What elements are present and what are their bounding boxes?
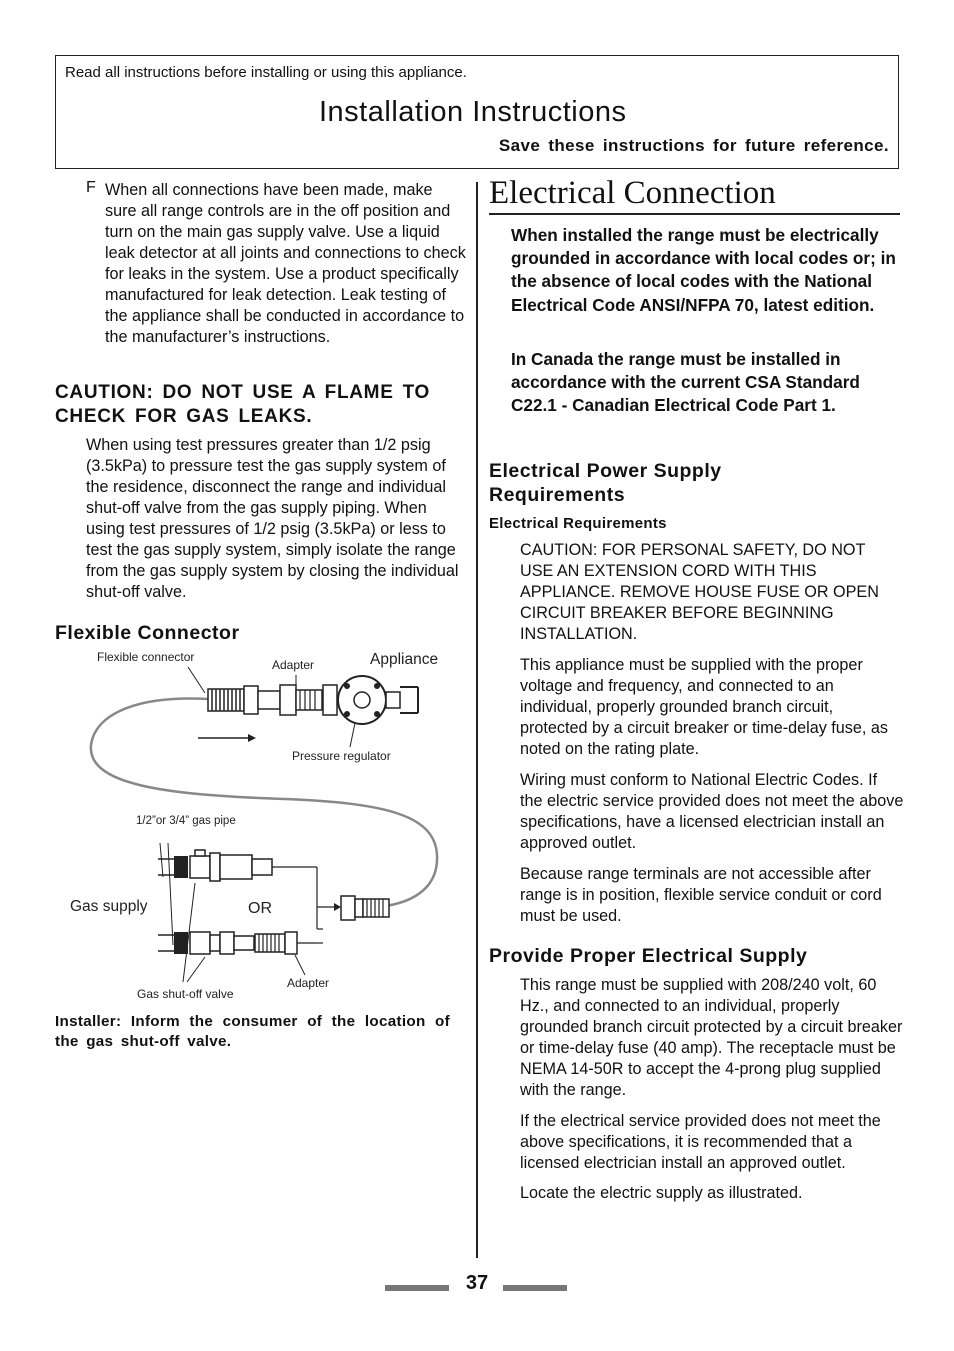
provide-para-2: If the electrical service provided does not meet the above specifications, it is recommended that a licensed electrician install an approved outlet. [520,1112,881,1172]
save-notice: Save these instructions for future reference. [498,136,889,155]
provide-para-1: This range must be supplied with 208/240 volt, 60 Hz., and connected to an individual, properly grounded branch circuit protected by a circuit breaker or time-delay fuse (40 amp). The receptacle must be NEMA 14-50R to accept the 4-prong plug supplied with the range. [520,976,903,1099]
step-letter: F [86,179,96,196]
label-gas-pipe: 1/2”or 3/4” gas pipe [136,815,236,827]
flexible-connector-heading: Flexible Connector [55,622,240,644]
read-notice: Read all instructions before installing or using this appliance. [65,64,467,81]
label-appliance: Appliance [370,651,439,668]
section-title: Electrical Connection [489,175,776,211]
gas-shutoff-valve-upper-icon [158,850,317,929]
title-rule [489,213,900,215]
supply-para-2: Wiring must conform to National Electric Codes. If the electric service provided does not meet the above specifications, have a licensed electrician install an approved outlet. [520,771,904,852]
electrical-caution-text: CAUTION: FOR PERSONAL SAFETY, DO NOT USE AN EXTENSION CORD WITH THIS APPLIANCE. REMOVE HOUSE FUSE OR OPEN CIRCUIT BREAKER BEFORE BEGINNING INSTALLATION. [520,541,879,643]
label-pressure-regulator: Pressure regulator [292,749,391,763]
label-flexible-connector: Flexible connector [97,650,195,664]
union-fitting-icon [341,896,389,920]
supply-para-3: Because range terminals are not accessible after range is in position, flexible service conduit or cord must be used. [520,865,882,925]
provide-para-3: Locate the electric supply as illustrated. [520,1184,803,1202]
gas-shutoff-valve-lower-icon [158,929,323,954]
page-bar-left [385,1285,449,1291]
page-title: Installation Instructions [319,96,627,128]
installer-note: Installer: Inform the consumer of the location of the gas shut-off valve. [55,1013,450,1050]
label-gas-supply: Gas supply [70,898,148,915]
label-shutoff-valve: Gas shut-off valve [137,987,234,1001]
page-number: 37 [465,1272,489,1294]
step-f-text: When all connections have been made, make sure all range controls are in the off position and turn on the main gas supply valve. Use a liquid leak detector at all joints and connections to check for leaks in the system. Use a product specifically manufactured for leak detection. Leak testing of the appliance shall be conducted in accordance to the manufacturer’s instructions. [105,181,466,346]
label-adapter-bottom: Adapter [287,976,330,990]
supply-para-1: This appliance must be supplied with the proper voltage and frequency, and connected to an individual, properly grounded branch circuit, protected by a circuit breaker or time-delay fuse, as noted on the rating plate. [520,656,888,758]
canada-text: In Canada the range must be installed in accordance with the current CSA Standard C22.1 - Canadian Electrical Code Part 1. [511,349,860,416]
caution-heading: CAUTION: DO NOT USE A FLAME TO CHECK FOR GAS LEAKS. [55,382,431,427]
grounding-text: When installed the range must be electrically grounded in accordance with local codes or; in the absence of local codes with the National Electrical Code ANSI/NFPA 70, latest edition. [511,225,896,315]
flex-connector-end-icon [208,686,258,714]
page-bar-right [503,1285,567,1291]
header-box [55,55,899,169]
flexible-connector-diagram [55,645,455,1010]
adapter-top-icon [258,685,322,715]
pressure-regulator-icon [323,676,418,724]
caution-text: When using test pressures greater than 1/2 psig (3.5kPa) to pressure test the gas supply system of the residence, disconnect the range and individual shut-off valve from the gas supply piping. When using test pressures of 1/2 psig (3.5kPa) or less to test the gas supply system, simply isolate the range from the gas supply system by closing the individual shut-off valve. [86,436,459,601]
label-adapter-top: Adapter [272,658,315,672]
supply-heading: Electrical Power Supply Requirements [489,460,722,506]
electrical-requirements-subheading: Electrical Requirements [489,515,667,532]
column-divider [476,182,478,1258]
provide-heading: Provide Proper Electrical Supply [489,945,808,967]
label-or: OR [248,900,272,917]
